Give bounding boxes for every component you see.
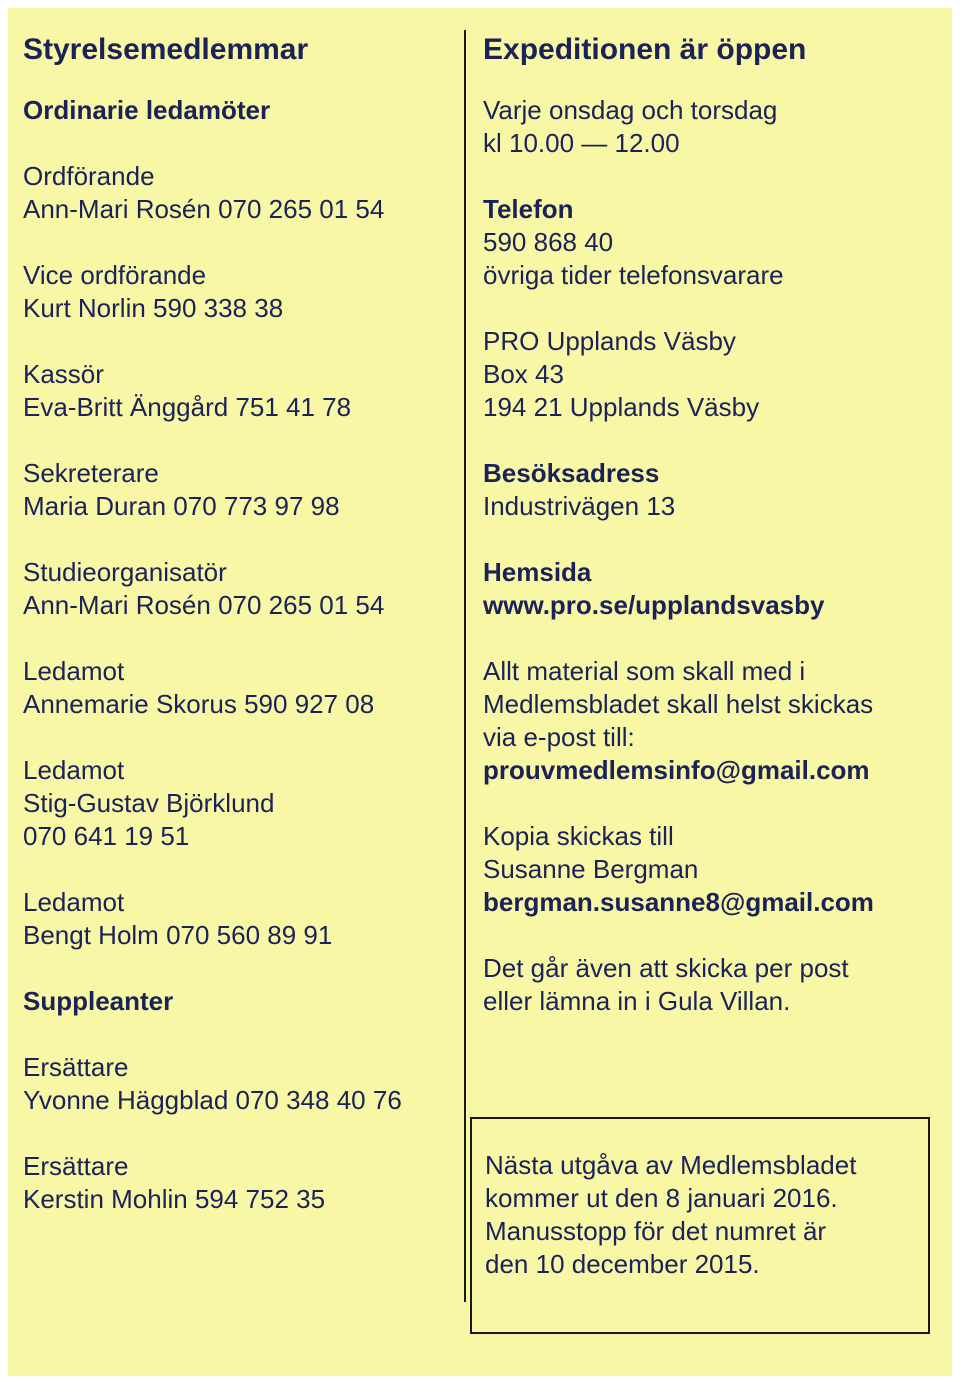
opening-hours: kl 10.00 — 12.00: [483, 128, 680, 158]
address-line: PRO Upplands Väsby: [483, 326, 736, 356]
office-info-column: [483, 30, 943, 1018]
member-phone: 070 641 19 51: [23, 821, 190, 851]
column-divider: [464, 30, 466, 1302]
visit-heading: Besöksadress: [483, 458, 660, 488]
material-email-link[interactable]: prouvmedlemsinfo@gmail.com: [483, 755, 870, 785]
member-role: Studieorganisatör: [23, 557, 227, 587]
material-text: via e-post till:: [483, 722, 635, 752]
board-title: Styrelsemedlemmar: [23, 33, 309, 66]
telefon-note: övriga tider telefonsvarare: [483, 260, 784, 290]
notice-line: kommer ut den 8 januari 2016.: [485, 1183, 838, 1213]
member-role: Ledamot: [23, 887, 125, 917]
member-role: Vice ordförande: [23, 260, 207, 290]
member-name: Stig-Gustav Björklund: [23, 788, 275, 818]
member-name: Maria Duran 070 773 97 98: [23, 491, 340, 521]
member-role: Ledamot: [23, 755, 125, 785]
telefon-heading: Telefon: [483, 194, 574, 224]
next-issue-box: [470, 1117, 930, 1334]
suppleanter-heading: Suppleanter: [23, 986, 174, 1016]
member-name: Kurt Norlin 590 338 38: [23, 293, 284, 323]
notice-line: Nästa utgåva av Medlemsbladet: [485, 1150, 857, 1180]
telefon-number: 590 868 40: [483, 227, 614, 257]
material-text: Medlemsbladet skall helst skickas: [483, 689, 874, 719]
copy-email-link[interactable]: bergman.susanne8@gmail.com: [483, 887, 874, 917]
member-name: Annemarie Skorus 590 927 08: [23, 689, 375, 719]
ordinarie-heading: Ordinarie ledamöter: [23, 95, 271, 125]
office-title: Expeditionen är öppen: [483, 33, 807, 66]
opening-days: Varje onsdag och torsdag: [483, 95, 778, 125]
address-line: Box 43: [483, 359, 564, 389]
notice-line: Manusstopp för det numret är: [485, 1216, 827, 1246]
member-name: Eva-Britt Änggård 751 41 78: [23, 392, 352, 422]
board-members-column: [23, 30, 453, 1216]
copy-text: Kopia skickas till: [483, 821, 674, 851]
member-role: Ledamot: [23, 656, 125, 686]
member-name: Ann-Mari Rosén 070 265 01 54: [23, 194, 385, 224]
post-text: eller lämna in i Gula Villan.: [483, 986, 791, 1016]
post-text: Det går även att skicka per post: [483, 953, 849, 983]
member-role: Kassör: [23, 359, 104, 389]
notice-line: den 10 december 2015.: [485, 1249, 760, 1279]
member-role: Sekreterare: [23, 458, 159, 488]
material-text: Allt material som skall med i: [483, 656, 806, 686]
website-link[interactable]: www.pro.se/upplandsvasby: [483, 590, 825, 620]
website-heading: Hemsida: [483, 557, 592, 587]
substitute-name: Kerstin Mohlin 594 752 35: [23, 1184, 326, 1214]
address-line: 194 21 Upplands Väsby: [483, 392, 760, 422]
member-name: Ann-Mari Rosén 070 265 01 54: [23, 590, 385, 620]
substitute-name: Yvonne Häggblad 070 348 40 76: [23, 1085, 402, 1115]
copy-recipient: Susanne Bergman: [483, 854, 699, 884]
page-background: [8, 8, 952, 1376]
member-role: Ordförande: [23, 161, 155, 191]
substitute-role: Ersättare: [23, 1052, 129, 1082]
member-name: Bengt Holm 070 560 89 91: [23, 920, 333, 950]
visit-address: Industrivägen 13: [483, 491, 676, 521]
substitute-role: Ersättare: [23, 1151, 129, 1181]
